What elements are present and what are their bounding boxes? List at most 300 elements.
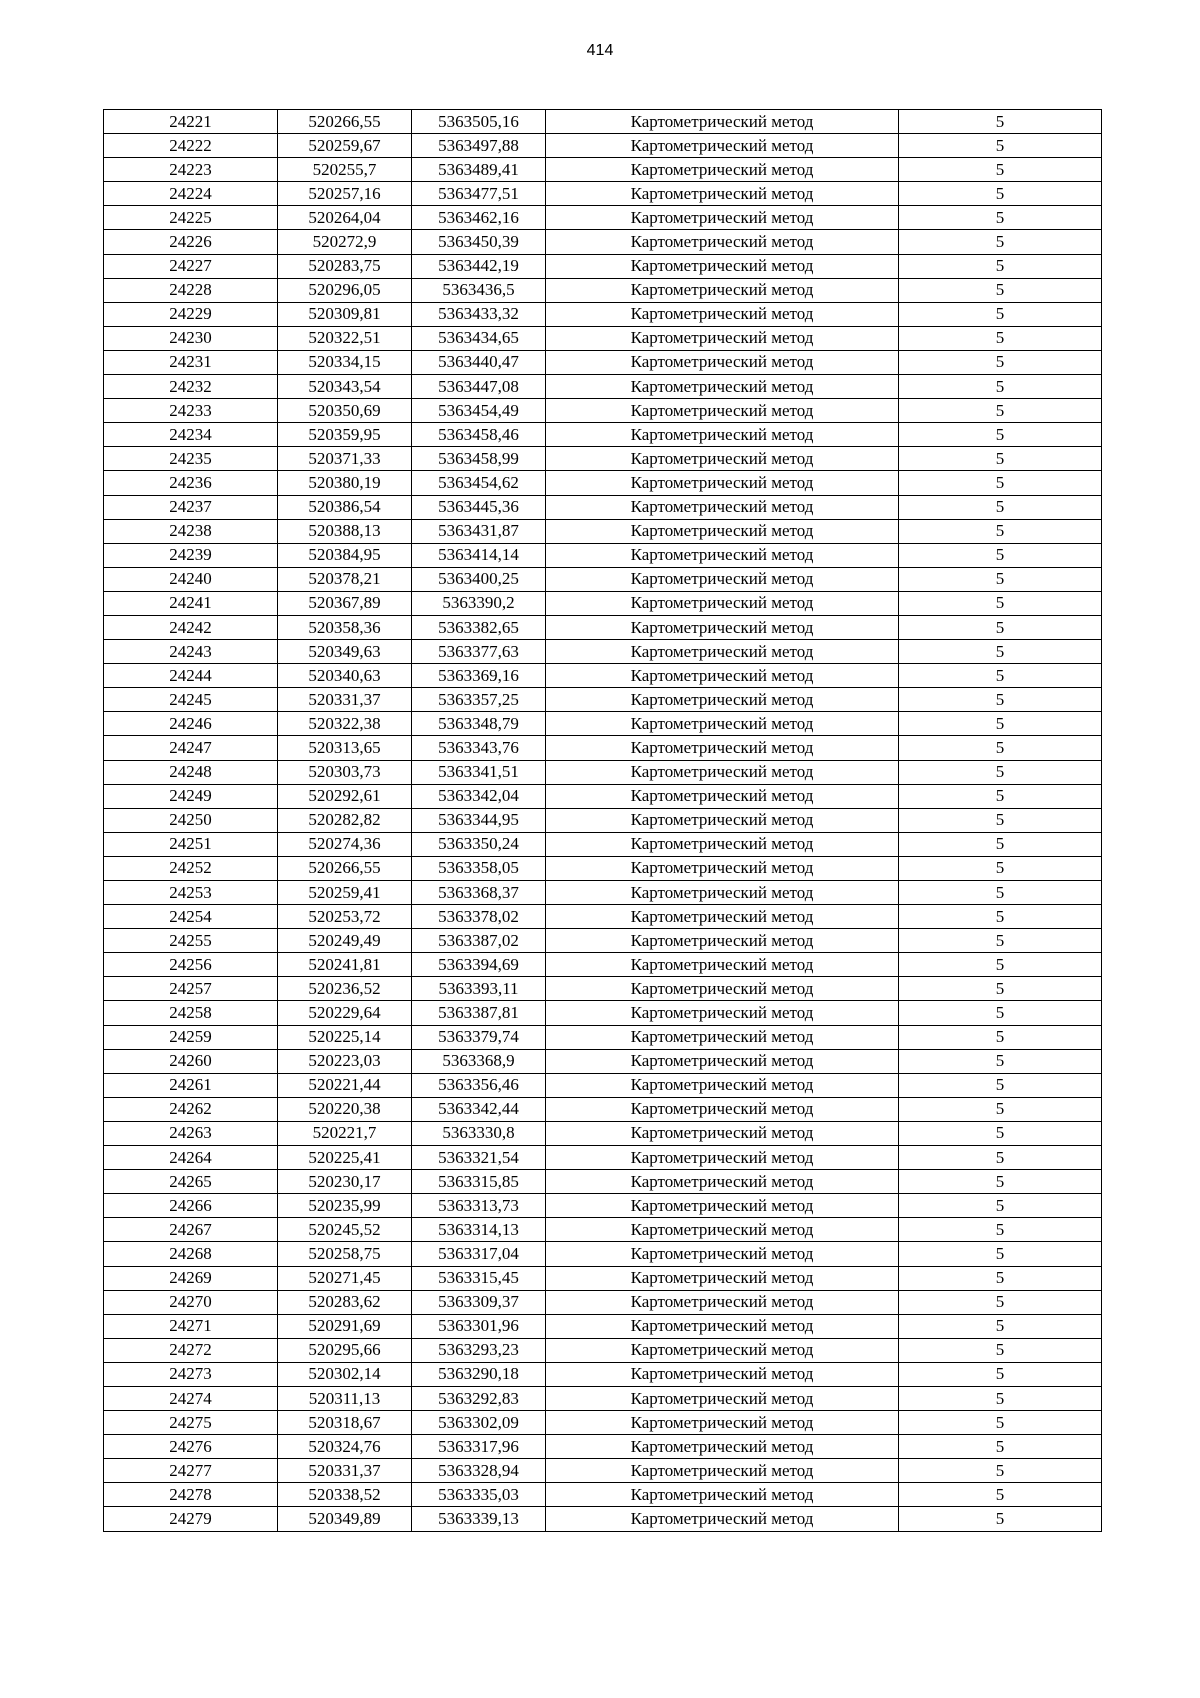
x-coordinate-cell: 520282,82	[278, 808, 412, 832]
precision-cell: 5	[899, 1218, 1102, 1242]
method-cell: Картометрический метод	[546, 1049, 899, 1073]
x-coordinate-cell: 520378,21	[278, 567, 412, 591]
point-number-cell: 24278	[104, 1483, 278, 1507]
table-row	[104, 615, 1102, 639]
y-coordinate-cell: 5363339,13	[412, 1507, 546, 1531]
x-coordinate-cell: 520236,52	[278, 977, 412, 1001]
point-number-cell: 24230	[104, 326, 278, 350]
point-number-cell: 24244	[104, 664, 278, 688]
method-cell: Картометрический метод	[546, 1266, 899, 1290]
x-coordinate-cell: 520334,15	[278, 350, 412, 374]
y-coordinate-cell: 5363348,79	[412, 712, 546, 736]
y-coordinate-cell: 5363436,5	[412, 278, 546, 302]
y-coordinate-cell: 5363445,36	[412, 495, 546, 519]
point-number-cell: 24241	[104, 591, 278, 615]
table-row	[104, 905, 1102, 929]
y-coordinate-cell: 5363342,04	[412, 784, 546, 808]
table-row	[104, 230, 1102, 254]
point-number-cell: 24255	[104, 929, 278, 953]
x-coordinate-cell: 520292,61	[278, 784, 412, 808]
method-cell: Картометрический метод	[546, 808, 899, 832]
y-coordinate-cell: 5363301,96	[412, 1314, 546, 1338]
precision-cell: 5	[899, 110, 1102, 134]
point-number-cell: 24272	[104, 1338, 278, 1362]
table-row	[104, 736, 1102, 760]
point-number-cell: 24279	[104, 1507, 278, 1531]
precision-cell: 5	[899, 471, 1102, 495]
y-coordinate-cell: 5363328,94	[412, 1459, 546, 1483]
table-row	[104, 1483, 1102, 1507]
method-cell: Картометрический метод	[546, 784, 899, 808]
table-row	[104, 977, 1102, 1001]
method-cell: Картометрический метод	[546, 1314, 899, 1338]
method-cell: Картометрический метод	[546, 447, 899, 471]
precision-cell: 5	[899, 206, 1102, 230]
precision-cell: 5	[899, 134, 1102, 158]
point-number-cell: 24273	[104, 1362, 278, 1386]
precision-cell: 5	[899, 1146, 1102, 1170]
point-number-cell: 24249	[104, 784, 278, 808]
y-coordinate-cell: 5363440,47	[412, 350, 546, 374]
method-cell: Картометрический метод	[546, 1146, 899, 1170]
method-cell: Картометрический метод	[546, 856, 899, 880]
y-coordinate-cell: 5363393,11	[412, 977, 546, 1001]
x-coordinate-cell: 520322,38	[278, 712, 412, 736]
table-row	[104, 1290, 1102, 1314]
table-row	[104, 712, 1102, 736]
x-coordinate-cell: 520283,62	[278, 1290, 412, 1314]
x-coordinate-cell: 520291,69	[278, 1314, 412, 1338]
point-number-cell: 24234	[104, 423, 278, 447]
x-coordinate-cell: 520255,7	[278, 158, 412, 182]
precision-cell: 5	[899, 447, 1102, 471]
point-number-cell: 24226	[104, 230, 278, 254]
precision-cell: 5	[899, 1025, 1102, 1049]
precision-cell: 5	[899, 640, 1102, 664]
x-coordinate-cell: 520318,67	[278, 1411, 412, 1435]
y-coordinate-cell: 5363315,45	[412, 1266, 546, 1290]
method-cell: Картометрический метод	[546, 1242, 899, 1266]
table-row	[104, 591, 1102, 615]
point-number-cell: 24268	[104, 1242, 278, 1266]
method-cell: Картометрический метод	[546, 206, 899, 230]
point-number-cell: 24235	[104, 447, 278, 471]
y-coordinate-cell: 5363454,49	[412, 399, 546, 423]
table-row	[104, 1459, 1102, 1483]
table-row	[104, 688, 1102, 712]
y-coordinate-cell: 5363369,16	[412, 664, 546, 688]
y-coordinate-cell: 5363317,96	[412, 1435, 546, 1459]
method-cell: Картометрический метод	[546, 1170, 899, 1194]
table-row	[104, 1386, 1102, 1410]
precision-cell: 5	[899, 1338, 1102, 1362]
x-coordinate-cell: 520253,72	[278, 905, 412, 929]
x-coordinate-cell: 520295,66	[278, 1338, 412, 1362]
precision-cell: 5	[899, 567, 1102, 591]
point-number-cell: 24233	[104, 399, 278, 423]
y-coordinate-cell: 5363497,88	[412, 134, 546, 158]
method-cell: Картометрический метод	[546, 423, 899, 447]
table-row	[104, 1170, 1102, 1194]
precision-cell: 5	[899, 278, 1102, 302]
precision-cell: 5	[899, 929, 1102, 953]
point-number-cell: 24232	[104, 375, 278, 399]
y-coordinate-cell: 5363343,76	[412, 736, 546, 760]
x-coordinate-cell: 520340,63	[278, 664, 412, 688]
y-coordinate-cell: 5363458,99	[412, 447, 546, 471]
precision-cell: 5	[899, 1170, 1102, 1194]
y-coordinate-cell: 5363321,54	[412, 1146, 546, 1170]
method-cell: Картометрический метод	[546, 1194, 899, 1218]
point-number-cell: 24256	[104, 953, 278, 977]
precision-cell: 5	[899, 591, 1102, 615]
table-row	[104, 543, 1102, 567]
method-cell: Картометрический метод	[546, 1435, 899, 1459]
table-row	[104, 447, 1102, 471]
method-cell: Картометрический метод	[546, 254, 899, 278]
x-coordinate-cell: 520272,9	[278, 230, 412, 254]
method-cell: Картометрический метод	[546, 1073, 899, 1097]
page-number: 414	[586, 42, 614, 59]
y-coordinate-cell: 5363477,51	[412, 182, 546, 206]
point-number-cell: 24225	[104, 206, 278, 230]
table-row	[104, 1025, 1102, 1049]
y-coordinate-cell: 5363350,24	[412, 832, 546, 856]
precision-cell: 5	[899, 399, 1102, 423]
x-coordinate-cell: 520302,14	[278, 1362, 412, 1386]
point-number-cell: 24248	[104, 760, 278, 784]
method-cell: Картометрический метод	[546, 688, 899, 712]
y-coordinate-cell: 5363447,08	[412, 375, 546, 399]
method-cell: Картометрический метод	[546, 519, 899, 543]
x-coordinate-cell: 520386,54	[278, 495, 412, 519]
y-coordinate-cell: 5363390,2	[412, 591, 546, 615]
precision-cell: 5	[899, 182, 1102, 206]
x-coordinate-cell: 520338,52	[278, 1483, 412, 1507]
method-cell: Картометрический метод	[546, 350, 899, 374]
x-coordinate-cell: 520229,64	[278, 1001, 412, 1025]
x-coordinate-cell: 520241,81	[278, 953, 412, 977]
table-row	[104, 302, 1102, 326]
table-row	[104, 1121, 1102, 1145]
x-coordinate-cell: 520257,16	[278, 182, 412, 206]
precision-cell: 5	[899, 1459, 1102, 1483]
table-row	[104, 1001, 1102, 1025]
method-cell: Картометрический метод	[546, 664, 899, 688]
y-coordinate-cell: 5363314,13	[412, 1218, 546, 1242]
x-coordinate-cell: 520221,44	[278, 1073, 412, 1097]
point-number-cell: 24221	[104, 110, 278, 134]
point-number-cell: 24237	[104, 495, 278, 519]
method-cell: Картометрический метод	[546, 1411, 899, 1435]
table-row	[104, 495, 1102, 519]
table-row	[104, 375, 1102, 399]
method-cell: Картометрический метод	[546, 567, 899, 591]
precision-cell: 5	[899, 1290, 1102, 1314]
table-row	[104, 1049, 1102, 1073]
method-cell: Картометрический метод	[546, 1362, 899, 1386]
point-number-cell: 24243	[104, 640, 278, 664]
y-coordinate-cell: 5363454,62	[412, 471, 546, 495]
table-row	[104, 399, 1102, 423]
method-cell: Картометрический метод	[546, 1507, 899, 1531]
point-number-cell: 24252	[104, 856, 278, 880]
y-coordinate-cell: 5363368,37	[412, 881, 546, 905]
precision-cell: 5	[899, 158, 1102, 182]
precision-cell: 5	[899, 1001, 1102, 1025]
precision-cell: 5	[899, 1411, 1102, 1435]
x-coordinate-cell: 520371,33	[278, 447, 412, 471]
table-row	[104, 1507, 1102, 1531]
x-coordinate-cell: 520324,76	[278, 1435, 412, 1459]
table-row	[104, 158, 1102, 182]
precision-cell: 5	[899, 856, 1102, 880]
precision-cell: 5	[899, 953, 1102, 977]
x-coordinate-cell: 520309,81	[278, 302, 412, 326]
method-cell: Картометрический метод	[546, 134, 899, 158]
x-coordinate-cell: 520388,13	[278, 519, 412, 543]
x-coordinate-cell: 520322,51	[278, 326, 412, 350]
table-row	[104, 664, 1102, 688]
x-coordinate-cell: 520380,19	[278, 471, 412, 495]
y-coordinate-cell: 5363293,23	[412, 1338, 546, 1362]
point-number-cell: 24261	[104, 1073, 278, 1097]
x-coordinate-cell: 520296,05	[278, 278, 412, 302]
point-number-cell: 24277	[104, 1459, 278, 1483]
table-row	[104, 1194, 1102, 1218]
table-row	[104, 1314, 1102, 1338]
point-number-cell: 24245	[104, 688, 278, 712]
x-coordinate-cell: 520283,75	[278, 254, 412, 278]
method-cell: Картометрический метод	[546, 230, 899, 254]
point-number-cell: 24223	[104, 158, 278, 182]
point-number-cell: 24229	[104, 302, 278, 326]
precision-cell: 5	[899, 1073, 1102, 1097]
y-coordinate-cell: 5363462,16	[412, 206, 546, 230]
precision-cell: 5	[899, 1483, 1102, 1507]
y-coordinate-cell: 5363382,65	[412, 615, 546, 639]
point-number-cell: 24236	[104, 471, 278, 495]
method-cell: Картометрический метод	[546, 1097, 899, 1121]
point-number-cell: 24239	[104, 543, 278, 567]
y-coordinate-cell: 5363344,95	[412, 808, 546, 832]
table-row	[104, 1411, 1102, 1435]
table-row	[104, 350, 1102, 374]
point-number-cell: 24271	[104, 1314, 278, 1338]
y-coordinate-cell: 5363309,37	[412, 1290, 546, 1314]
point-number-cell: 24265	[104, 1170, 278, 1194]
x-coordinate-cell: 520359,95	[278, 423, 412, 447]
precision-cell: 5	[899, 1386, 1102, 1410]
method-cell: Картометрический метод	[546, 182, 899, 206]
precision-cell: 5	[899, 1266, 1102, 1290]
method-cell: Картометрический метод	[546, 375, 899, 399]
x-coordinate-cell: 520225,14	[278, 1025, 412, 1049]
precision-cell: 5	[899, 1242, 1102, 1266]
x-coordinate-cell: 520331,37	[278, 1459, 412, 1483]
y-coordinate-cell: 5363292,83	[412, 1386, 546, 1410]
x-coordinate-cell: 520311,13	[278, 1386, 412, 1410]
point-number-cell: 24266	[104, 1194, 278, 1218]
precision-cell: 5	[899, 760, 1102, 784]
table-row	[104, 881, 1102, 905]
point-number-cell: 24275	[104, 1411, 278, 1435]
method-cell: Картометрический метод	[546, 1218, 899, 1242]
table-row	[104, 929, 1102, 953]
method-cell: Картометрический метод	[546, 832, 899, 856]
method-cell: Картометрический метод	[546, 953, 899, 977]
x-coordinate-cell: 520259,41	[278, 881, 412, 905]
y-coordinate-cell: 5363414,14	[412, 543, 546, 567]
y-coordinate-cell: 5363368,9	[412, 1049, 546, 1073]
x-coordinate-cell: 520225,41	[278, 1146, 412, 1170]
x-coordinate-cell: 520349,89	[278, 1507, 412, 1531]
table-row	[104, 423, 1102, 447]
point-number-cell: 24228	[104, 278, 278, 302]
method-cell: Картометрический метод	[546, 1483, 899, 1507]
precision-cell: 5	[899, 1049, 1102, 1073]
precision-cell: 5	[899, 1121, 1102, 1145]
method-cell: Картометрический метод	[546, 929, 899, 953]
method-cell: Картометрический метод	[546, 495, 899, 519]
y-coordinate-cell: 5363387,81	[412, 1001, 546, 1025]
method-cell: Картометрический метод	[546, 1025, 899, 1049]
method-cell: Картометрический метод	[546, 736, 899, 760]
precision-cell: 5	[899, 1314, 1102, 1338]
y-coordinate-cell: 5363434,65	[412, 326, 546, 350]
x-coordinate-cell: 520358,36	[278, 615, 412, 639]
x-coordinate-cell: 520303,73	[278, 760, 412, 784]
x-coordinate-cell: 520331,37	[278, 688, 412, 712]
method-cell: Картометрический метод	[546, 1290, 899, 1314]
method-cell: Картометрический метод	[546, 1459, 899, 1483]
method-cell: Картометрический метод	[546, 905, 899, 929]
table-row	[104, 1362, 1102, 1386]
precision-cell: 5	[899, 423, 1102, 447]
point-number-cell: 24247	[104, 736, 278, 760]
y-coordinate-cell: 5363387,02	[412, 929, 546, 953]
point-number-cell: 24224	[104, 182, 278, 206]
precision-cell: 5	[899, 905, 1102, 929]
table-row	[104, 278, 1102, 302]
y-coordinate-cell: 5363317,04	[412, 1242, 546, 1266]
precision-cell: 5	[899, 808, 1102, 832]
y-coordinate-cell: 5363378,02	[412, 905, 546, 929]
method-cell: Картометрический метод	[546, 1121, 899, 1145]
method-cell: Картометрический метод	[546, 1338, 899, 1362]
y-coordinate-cell: 5363335,03	[412, 1483, 546, 1507]
x-coordinate-cell: 520350,69	[278, 399, 412, 423]
method-cell: Картометрический метод	[546, 760, 899, 784]
y-coordinate-cell: 5363357,25	[412, 688, 546, 712]
point-number-cell: 24258	[104, 1001, 278, 1025]
y-coordinate-cell: 5363330,8	[412, 1121, 546, 1145]
point-number-cell: 24238	[104, 519, 278, 543]
precision-cell: 5	[899, 977, 1102, 1001]
precision-cell: 5	[899, 615, 1102, 639]
table-row	[104, 1146, 1102, 1170]
precision-cell: 5	[899, 688, 1102, 712]
precision-cell: 5	[899, 1194, 1102, 1218]
coordinates-table-body	[104, 110, 1102, 1532]
method-cell: Картометрический метод	[546, 543, 899, 567]
table-row	[104, 471, 1102, 495]
table-row	[104, 326, 1102, 350]
table-row	[104, 182, 1102, 206]
table-row	[104, 808, 1102, 832]
x-coordinate-cell: 520258,75	[278, 1242, 412, 1266]
y-coordinate-cell: 5363394,69	[412, 953, 546, 977]
precision-cell: 5	[899, 664, 1102, 688]
y-coordinate-cell: 5363315,85	[412, 1170, 546, 1194]
table-row	[104, 1097, 1102, 1121]
table-row	[104, 254, 1102, 278]
precision-cell: 5	[899, 1097, 1102, 1121]
x-coordinate-cell: 520343,54	[278, 375, 412, 399]
x-coordinate-cell: 520230,17	[278, 1170, 412, 1194]
x-coordinate-cell: 520223,03	[278, 1049, 412, 1073]
x-coordinate-cell: 520349,63	[278, 640, 412, 664]
point-number-cell: 24242	[104, 615, 278, 639]
y-coordinate-cell: 5363313,73	[412, 1194, 546, 1218]
precision-cell: 5	[899, 784, 1102, 808]
point-number-cell: 24231	[104, 350, 278, 374]
y-coordinate-cell: 5363431,87	[412, 519, 546, 543]
x-coordinate-cell: 520220,38	[278, 1097, 412, 1121]
point-number-cell: 24227	[104, 254, 278, 278]
y-coordinate-cell: 5363358,05	[412, 856, 546, 880]
precision-cell: 5	[899, 519, 1102, 543]
x-coordinate-cell: 520271,45	[278, 1266, 412, 1290]
x-coordinate-cell: 520264,04	[278, 206, 412, 230]
method-cell: Картометрический метод	[546, 1386, 899, 1410]
method-cell: Картометрический метод	[546, 615, 899, 639]
table-row	[104, 640, 1102, 664]
x-coordinate-cell: 520235,99	[278, 1194, 412, 1218]
precision-cell: 5	[899, 1362, 1102, 1386]
precision-cell: 5	[899, 230, 1102, 254]
point-number-cell: 24246	[104, 712, 278, 736]
x-coordinate-cell: 520384,95	[278, 543, 412, 567]
point-number-cell: 24276	[104, 1435, 278, 1459]
x-coordinate-cell: 520313,65	[278, 736, 412, 760]
point-number-cell: 24262	[104, 1097, 278, 1121]
method-cell: Картометрический метод	[546, 158, 899, 182]
x-coordinate-cell: 520274,36	[278, 832, 412, 856]
method-cell: Картометрический метод	[546, 302, 899, 326]
table-row	[104, 567, 1102, 591]
point-number-cell: 24269	[104, 1266, 278, 1290]
table-row	[104, 206, 1102, 230]
method-cell: Картометрический метод	[546, 1001, 899, 1025]
y-coordinate-cell: 5363442,19	[412, 254, 546, 278]
table-row	[104, 1073, 1102, 1097]
table-row	[104, 832, 1102, 856]
y-coordinate-cell: 5363290,18	[412, 1362, 546, 1386]
precision-cell: 5	[899, 1507, 1102, 1531]
y-coordinate-cell: 5363342,44	[412, 1097, 546, 1121]
table-row	[104, 760, 1102, 784]
y-coordinate-cell: 5363379,74	[412, 1025, 546, 1049]
method-cell: Картометрический метод	[546, 399, 899, 423]
point-number-cell: 24222	[104, 134, 278, 158]
point-number-cell: 24240	[104, 567, 278, 591]
y-coordinate-cell: 5363489,41	[412, 158, 546, 182]
table-row	[104, 1218, 1102, 1242]
y-coordinate-cell: 5363400,25	[412, 567, 546, 591]
y-coordinate-cell: 5363341,51	[412, 760, 546, 784]
point-number-cell: 24270	[104, 1290, 278, 1314]
